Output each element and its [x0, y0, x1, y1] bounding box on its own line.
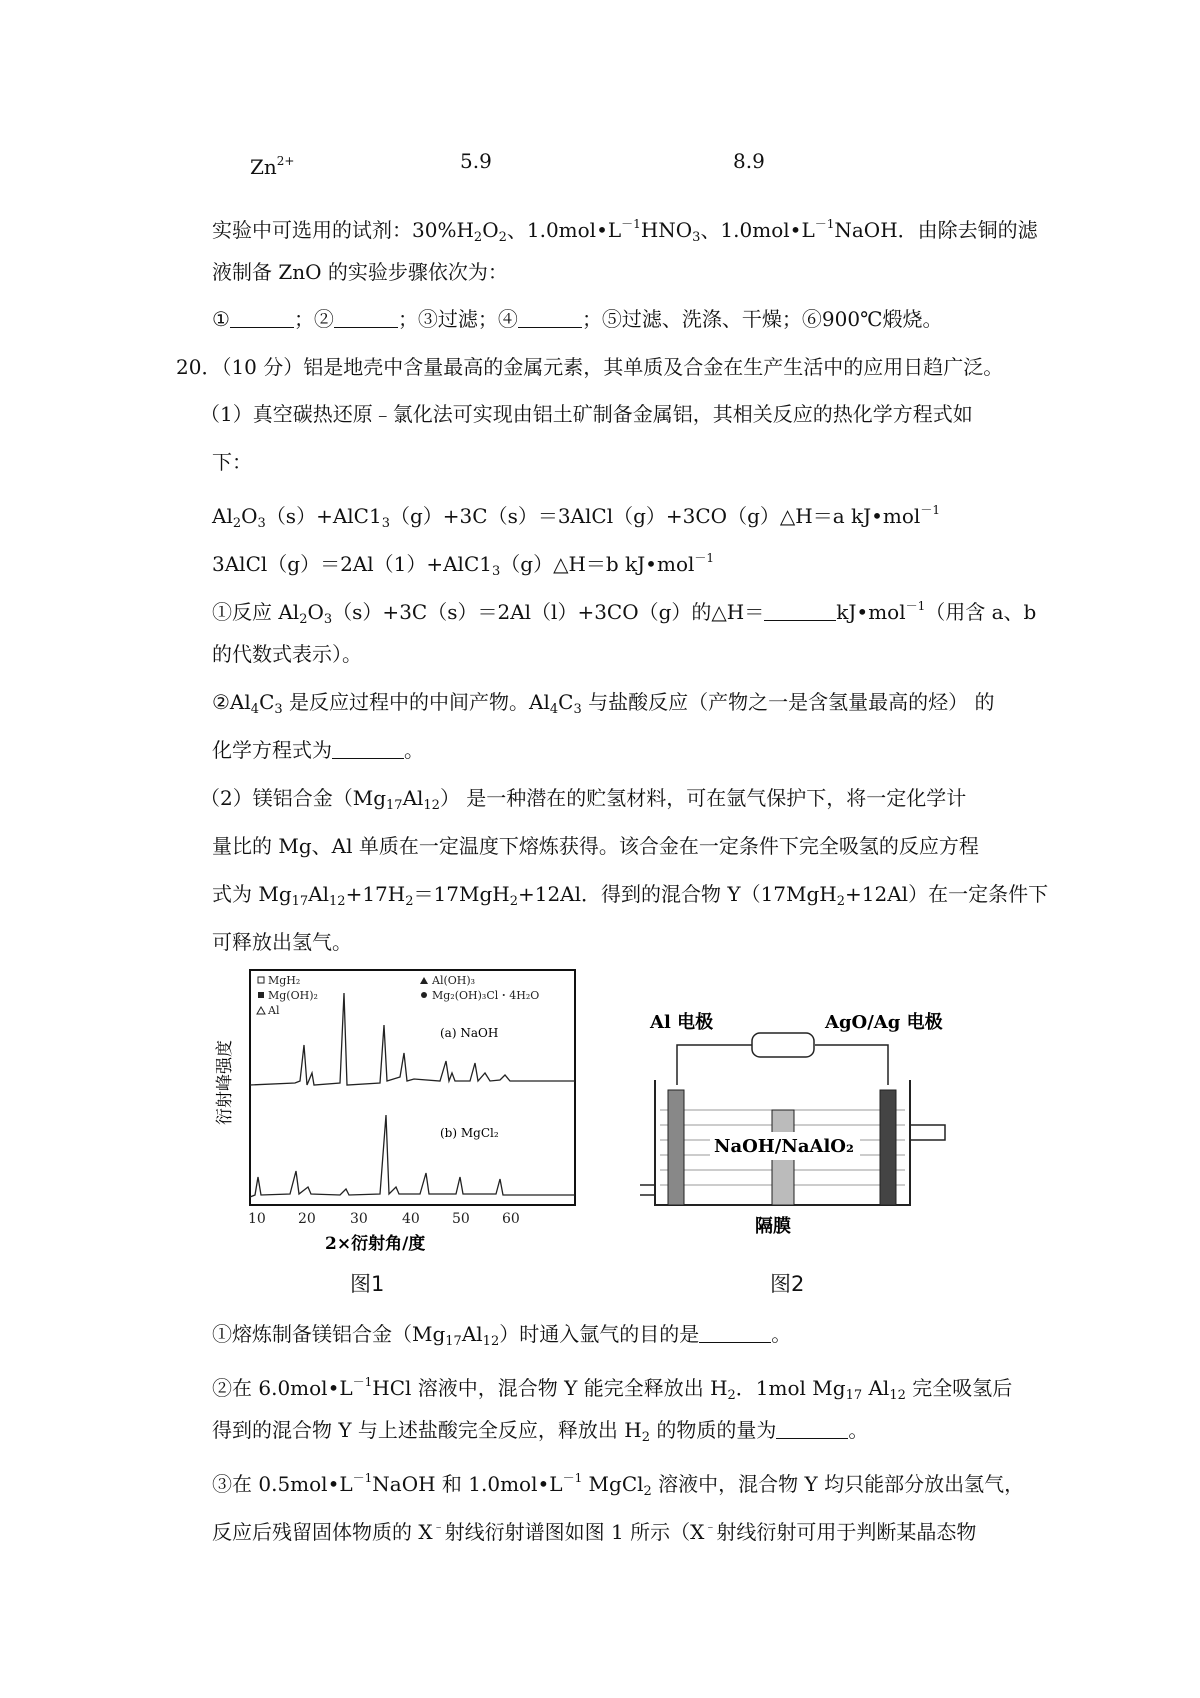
q2-line1: （2）镁铝合金$(Mg_{17}Al_{12})$ 是一种潜在的贮氢材料，可在氩气保护下，将一定化学计 — [200, 786, 967, 813]
x-tick-30: 30 — [350, 1211, 368, 1227]
electrolyte-label: NaOH/NaAlO₂ — [714, 1136, 854, 1157]
x-tick-10: 10 — [248, 1211, 266, 1227]
q2-iii-line2: 反应后残留固体物质的 X﹣射线衍射谱图如图 1 所示（X﹣射线衍射可用于判断某晶态物 — [212, 1519, 977, 1544]
legend-mg2oh3cl-marker — [421, 992, 427, 998]
q-i-line2: 的代数式表示）。 — [212, 642, 362, 666]
q2-ii-line2: 得到的混合物 Y 与上述盐酸完全反应，释放出 $H_2$ 的物质的量为 。 — [212, 1418, 869, 1445]
answer-blank-3[interactable] — [518, 307, 582, 328]
trace-b-line — [250, 1115, 575, 1197]
x-tick-50: 50 — [452, 1211, 470, 1227]
zn-ion: Zn — [250, 155, 277, 179]
x-tick-20: 20 — [298, 1211, 316, 1227]
answer-blank-2[interactable] — [334, 307, 398, 328]
equation-2: $3AlCl(g)=2Al(1)+AlC1_3(g)\triangle H=b$ kJ•mol$^{-1}$ — [212, 551, 715, 579]
q2-i: ①熔炼制备镁铝合金$(Mg_{17}Al_{12})$时通入氩气的目的是 。 — [212, 1322, 792, 1349]
answer-blank-al4c3[interactable] — [332, 738, 404, 759]
q2-ii-line1: ②在 $6.0mol•L^{-1}HCl$ 溶液中，混合物 Y 能完全释放出 $H_2$．1mol $Mg_{17}$ $Al_{12}$ 完全吸氢后 — [212, 1375, 1013, 1403]
xrd-frame — [250, 970, 575, 1205]
y-axis-label: 衍射峰强度 — [215, 1040, 235, 1125]
q-i-line1: ①反应 $Al_2O_3(s)+3C(s)=2Al(l)+3CO(g)$的△H＝ kJ•mol$^{-1}$（用含 a、b — [212, 599, 1037, 627]
figure-1-xrd — [200, 965, 580, 1260]
al-electrode — [668, 1090, 684, 1205]
legend-mgh2-marker — [258, 977, 264, 983]
legend-mgh2: MgH₂ — [268, 974, 301, 987]
answer-blank-argon[interactable] — [699, 1322, 771, 1343]
q2-line3: 式为 $Mg_{17}Al_{12}+17H_2=17MgH_2+12Al$．得到的混合物 Y（17MgH$_2$+12Al）在一定条件下 — [212, 882, 1049, 909]
answer-blank-h2[interactable] — [776, 1418, 848, 1439]
legend-mgoh2-marker — [258, 992, 264, 998]
legend-aloh3-marker — [420, 977, 428, 984]
x-tick-40: 40 — [402, 1211, 420, 1227]
q2-iii-line1: ③在 $0.5mol•L^{-1}NaOH$ 和 $1.0mol•L^{-1}$ MgCl$_2$ 溶液中，混合物 Y 均只能部分放出氢气， — [212, 1471, 1025, 1499]
q-ii-line1: $②Al_4C_3$ 是反应过程中的中间产物。$Al_4C_3$ 与盐酸反应（产物之一是含氢量最高的烃） 的 — [212, 690, 995, 717]
legend-al: Al — [268, 1004, 280, 1017]
load-device — [752, 1033, 814, 1057]
trace-b-label: (b) MgCl₂ — [440, 1126, 499, 1140]
x-axis-label: 2×衍射角/度 — [325, 1234, 426, 1254]
figure-1-caption: 图1 — [350, 1272, 385, 1296]
figure-2-caption: 图2 — [770, 1272, 805, 1296]
figure-2-cell — [640, 1000, 955, 1240]
q20-part1-line1: （1）真空碳热还原﹣氯化法可实现由铝土矿制备金属铝，其相关反应的热化学方程式如 — [200, 402, 973, 426]
reagents-line: 实验中可选用的试剂：$30\%H_2O_2$、$1.0mol•L^{-1}HNO_3$、$1.0mol•L^{-1}NaOH$．由除去铜的滤 — [212, 217, 1038, 245]
answer-blank-dh[interactable] — [764, 600, 836, 621]
ago-electrode — [880, 1090, 896, 1205]
legend-mgoh2: Mg(OH)₂ — [268, 989, 318, 1002]
ago-electrode-label: AgO/Ag 电极 — [825, 1012, 943, 1033]
zn-row: $Zn^{2+}$ — [250, 154, 295, 179]
question-20: 20．（10 分）铝是地壳中含量最高的金属元素，其单质及合金在生产生活中的应用日趋广泛。 — [176, 355, 1004, 379]
reagents-line-2: 液制备 ZnO 的实验步骤依次为： — [212, 260, 508, 284]
answer-blank-1[interactable] — [230, 307, 294, 328]
q20-part1-line2: 下： — [212, 450, 252, 474]
legend-aloh3: Al(OH)₃ — [432, 974, 476, 987]
legend-al-marker — [257, 1007, 265, 1014]
steps-line: ① ；② ；③过滤；④ ；⑤过滤、洗涤、干燥；⑥900℃煅烧。 — [212, 307, 943, 331]
trace-a-line — [250, 993, 575, 1085]
membrane-label: 隔膜 — [755, 1216, 791, 1237]
x-tick-60: 60 — [502, 1211, 520, 1227]
zn-value-1: 5.9 — [460, 149, 492, 173]
q2-line2: 量比的 Mg、Al 单质在一定温度下熔炼获得。该合金在一定条件下完全吸氢的反应方程 — [212, 834, 979, 858]
al-electrode-label: Al 电极 — [650, 1012, 714, 1033]
zn-value-2: 8.9 — [733, 149, 765, 173]
trace-a-label: (a) NaOH — [440, 1026, 499, 1040]
q2-line4: 可释放出氢气。 — [212, 930, 352, 954]
legend-mg2oh3cl: Mg₂(OH)₃Cl・4H₂O — [432, 989, 540, 1002]
equation-1: $Al_2O_3(s)+AlC1_3(g)+3C(s)=3AlCl(g)+3CO(g)\triangle H=a$ kJ•mol$^{-1}$ — [212, 503, 940, 531]
q-ii-line2: 化学方程式为 。 — [212, 738, 424, 762]
